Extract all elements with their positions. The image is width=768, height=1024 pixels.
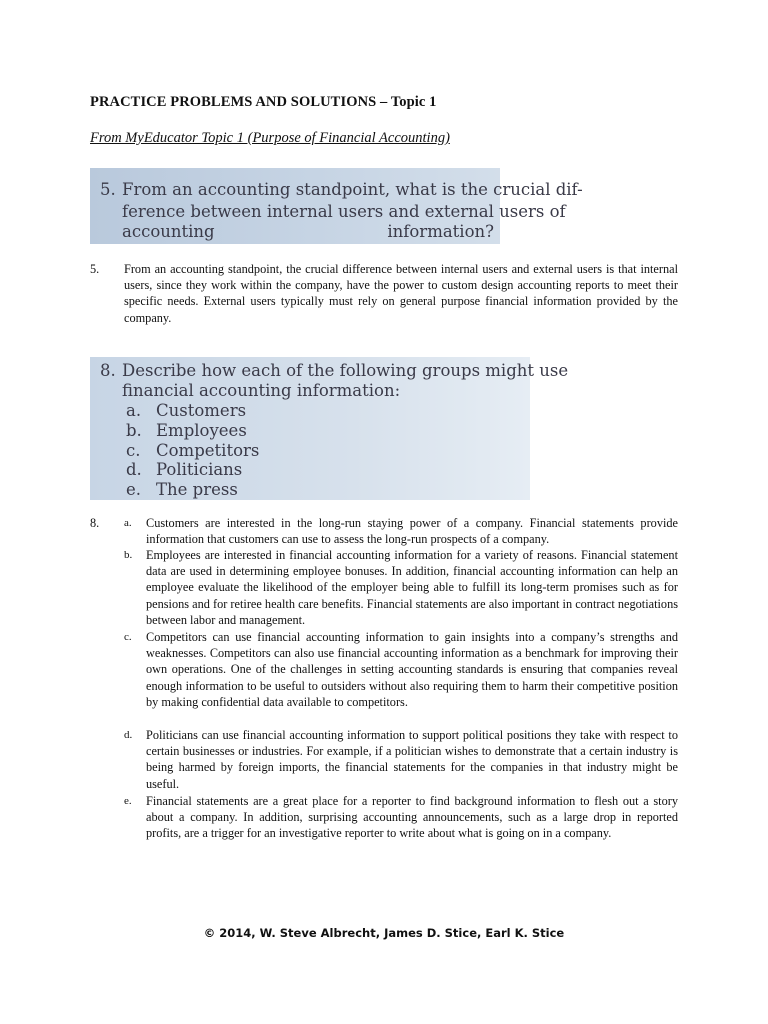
page-title: PRACTICE PROBLEMS AND SOLUTIONS – Topic 1 [90, 94, 437, 110]
question-8-item-a: a. Customers [126, 401, 247, 420]
copyright-footer: © 2014, W. Steve Albrecht, James D. Stice, Earl K. Stice [203, 926, 565, 940]
question-5-number: 5. [100, 180, 116, 199]
question-8-item-b: b. Employees [126, 421, 247, 440]
answer-5-number: 5. [90, 262, 100, 276]
page-subtitle: From MyEducator Topic 1 (Purpose of Financial Accounting) [90, 130, 450, 146]
question-8-item-d: d. Politicians [126, 460, 243, 479]
question-8-item-c: c. Competitors [126, 441, 260, 460]
question-8-image: 8. Describe how each of the following groups might use financial accounting information: a. Customers b. Employees c. Competitors d. Politicians e. The press [90, 357, 530, 500]
answer-5-text: From an accounting standpoint, the crucial difference between internal users and external users is that internal users, since they work within the company, have the power to custom design accounting reports to meet their specific needs. External users typically must rely on general purpose financial information provided by the company. [124, 262, 678, 325]
answer-5 [90, 261, 678, 331]
answer-8: 8. a. Customers are interested in the long-run staying power of a company. Financial statements provide information that customers can use to assess the long-run prospects of a company. b. Employees are interested in financial accounting information for a variety of reasons. Financial statement data are used in determining employee bonuses. In addition, financial accounting information can help an employee evaluate the likelihood of the employer being able to fulfill its long-term promises such as for pensions and for retiree health care benefits. Financial statements are also important in contract negotiations between labor and management. c. Competitors can use financial accounting information to gain insights into a company’s strengths and weaknesses. Competitors can also use financial accounting information as a benchmark for improving their own operations. One of the challenges in setting accounting standards is ensuring that companies reveal enough information to be useful to outsiders without also requiring them to harm their competitive position by making confidential data available to competitors. d. Politicians can use financial accounting information to support political positions they take with respect to certain businesses or industries. For example, if a politician wishes to demonstrate that a certain industry is being harmed by foreign imports, the financial statements for the companies in that industry might be useful. e. Financial statements are a great place for a reporter to find background information to flesh out a story about a company. In addition, surprising accounting announcements, such as a large drop in reported profits, are a trigger for an investigative reporter to write about what is going on in a company. [90, 516, 678, 841]
question-8-item-e: e. The press [126, 480, 238, 499]
answer-8-number: 8. [90, 516, 100, 530]
question-8-number: 8. [100, 361, 116, 380]
question-5-image: 5. From an accounting standpoint, what is the crucial dif- ference between internal users and external users of accounting information? [90, 168, 500, 244]
